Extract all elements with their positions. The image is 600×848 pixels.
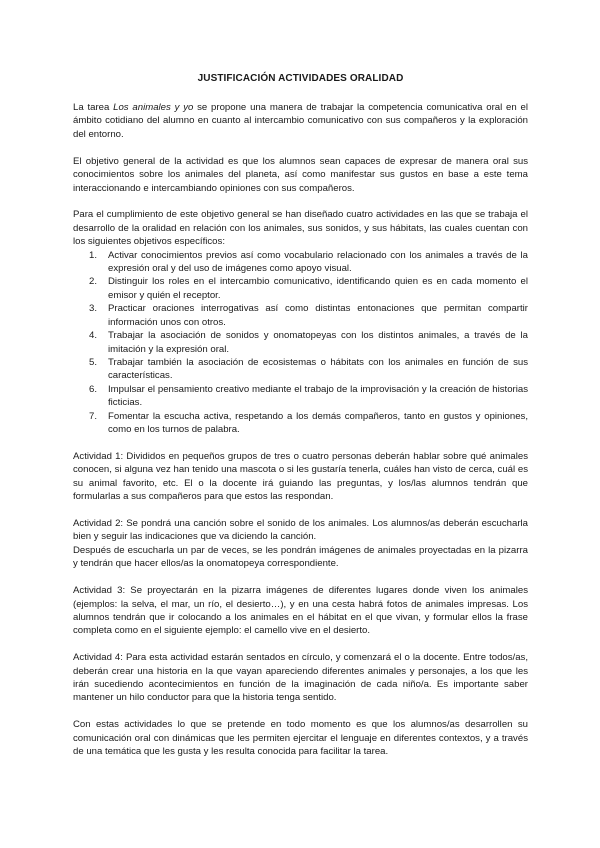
list-number: 1. <box>89 249 98 261</box>
list-item <box>73 383 528 410</box>
intro-suffix: se propone una manera de trabajar la competencia comunicativa oral en el ámbito cotidiano del alumno en cuanto al intercambio comunicativo con sus compañeros y la exploración del entorno. <box>73 102 528 140</box>
activity-4-paragraph: Actividad 4: Para esta actividad estarán sentados en círculo, y comenzará el o la docente. Entre todos/as, deberán crear una historia en la que vayan apareciendo diferentes animales y personajes, a los que les irán sucediendo acontecimientos en función de la imaginación de cada niño/a. Es importante saber mantener un hilo conductor para que la historia tenga sentido. <box>73 652 528 704</box>
intro-paragraph <box>73 101 528 141</box>
list-item <box>73 275 528 302</box>
activity-2-paragraph: Actividad 2: Se pondrá una canción sobre el sonido de los animales. Los alumnos/as deberán escucharla bien y seguir las indicaciones que va diciendo la canción. <box>73 517 528 543</box>
list-item <box>73 302 528 329</box>
activity-1-paragraph: Actividad 1: Divididos en pequeños grupos de tres o cuatro personas deberán hablar sobre qué animales conocen, si alguna vez han tenido una mascota o si les gustaría tenerla, cuáles han visto de cerca, cuál es su animal favorito, etc. El o la docente irá guiando las preguntas, y los/las alumnos tendrán que formularlas a sus compañeros para que estos las respondan. <box>73 450 528 503</box>
intro-prefix: La tarea <box>73 102 114 113</box>
list-item <box>73 410 528 437</box>
conclusion-paragraph: Con estas actividades lo que se pretende en todo momento es que los alumnos/as desarrollen su comunicación oral con dinámicas que les permiten ejercitar el lenguaje en diferentes contextos, y a través de una temática que les gusta y les resulta conocida para facilitar la tarea. <box>73 719 528 758</box>
list-text: Distinguir los roles en el intercambio comunicativo, identificando quien es en cada momento el emisor y quién el receptor. <box>108 276 528 301</box>
list-number: 2. <box>89 276 98 288</box>
list-text: Trabajar la asociación de sonidos y onomatopeyas con los distintos animales, a través de la imitación y la expresión oral. <box>108 330 528 355</box>
list-number: 4. <box>89 330 98 342</box>
list-number: 6. <box>89 383 98 395</box>
document-title: JUSTIFICACIÓN ACTIVIDADES ORALIDAD <box>197 73 404 84</box>
task-name: Los animales y yo <box>113 102 194 113</box>
list-item <box>73 249 528 276</box>
list-item <box>73 356 528 383</box>
objective-paragraph: El objetivo general de la actividad es que los alumnos sean capaces de expresar de manera oral sus conocimientos sobre los animales del planeta, así como manifestar sus gustos en base a este tema interaccionando e intercambiando opiniones con sus compañeros. <box>73 155 528 194</box>
activity-2-followup-paragraph: Después de escucharla un par de veces, se les pondrán imágenes de animales proyectadas en la pizarra y tendrán que hacer ellos/as la onomatopeya correspondiente. <box>73 544 528 570</box>
list-number: 3. <box>89 303 98 315</box>
list-item <box>73 329 528 356</box>
specific-objectives-list <box>73 249 528 437</box>
list-text: Impulsar el pensamiento creativo mediante el trabajo de la improvisación y la creación de historias ficticias. <box>108 383 528 409</box>
list-text: Practicar oraciones interrogativas así como distintas entonaciones que permitan compartir información unos con otros. <box>108 303 528 328</box>
design-paragraph: Para el cumplimiento de este objetivo general se han diseñado cuatro actividades en las que se trabaja el desarrollo de la oralidad en relación con los animales, sus sonidos, y sus hábitats, las cuales cuentan con los siguientes objetivos específicos: <box>73 209 528 248</box>
activity-3-paragraph: Actividad 3: Se proyectarán en la pizarra imágenes de diferentes lugares donde viven los animales (ejemplos: la selva, el mar, un río, el desierto…), y en una cesta habrá fotos de animales impresas. Los alumnos tendrán que ir colocando a los animales en el hábitat en el que vivan, y formular ellos la frase completa como en el siguiente ejemplo: el camello vive en el desierto. <box>73 585 528 637</box>
list-text: Trabajar también la asociación de ecosistemas o hábitats con los animales en función de sus características. <box>108 356 528 382</box>
list-number: 7. <box>89 410 98 422</box>
document-body <box>73 72 528 759</box>
list-number: 5. <box>89 356 98 368</box>
list-text: Activar conocimientos previos así como vocabulario relacionado con los animales a través de la expresión oral y del uso de imágenes como apoyo visual. <box>108 249 528 275</box>
list-text: Fomentar la escucha activa, respetando a los demás compañeros, tanto en gustos y opiniones, como en los turnos de palabra. <box>108 410 528 435</box>
